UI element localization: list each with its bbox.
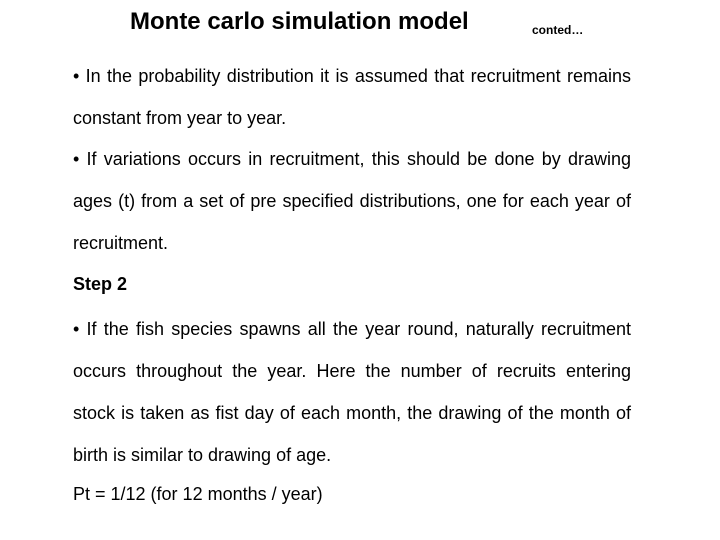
- slide-subtitle: conted…: [532, 23, 584, 37]
- bullet-point-1: • In the probability distribution it is assumed that recruitment remains constant from year to year.: [73, 66, 631, 128]
- step-heading: Step 2: [73, 274, 128, 294]
- formula: Pt = 1/12 (for 12 months / year): [73, 484, 323, 504]
- step-bullet-point: • If the fish species spawns all the year round, naturally recruitment occurs throughout the year. Here the number of recruits entering stock is taken as fist day of each month, the drawing of the month of birth is similar to drawing of age.: [73, 319, 631, 465]
- slide-title: Monte carlo simulation model: [130, 8, 469, 35]
- bullet-point-2: • If variations occurs in recruitment, this should be done by drawing ages (t) from a set of pre specified distributions, one for each year of recruitment.: [73, 149, 631, 253]
